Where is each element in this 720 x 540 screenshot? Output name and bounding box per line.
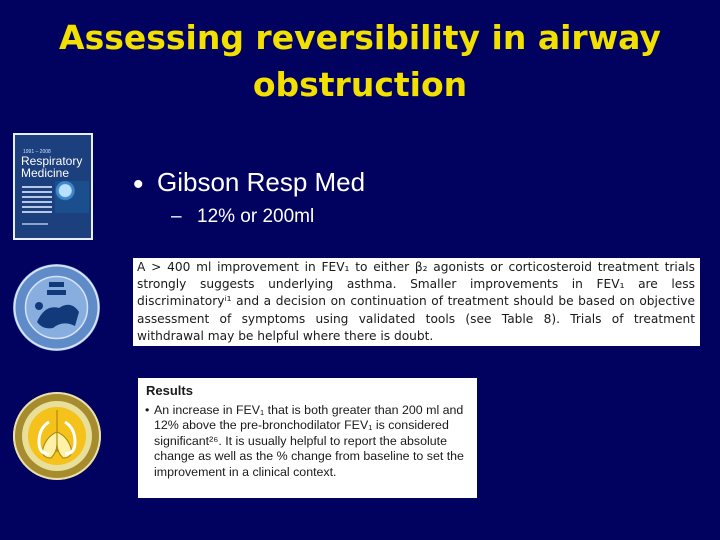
journal-cover-lines (22, 183, 52, 216)
slide-title: Assessing reversibility in airway obstruction (59, 18, 661, 104)
gold-seal-icon (13, 392, 101, 480)
guideline-excerpt (133, 258, 700, 346)
journal-cover-artwork (55, 181, 89, 213)
bullet-text: Gibson Resp Med (157, 167, 366, 197)
results-body-text: An increase in FEV₁ that is both greater than 200 ml and 12% above the pre-bronchodilator FEV₁ is considered significant²⁶. It is usually helpful to report the absolute change as well as the % change from baseline to set the improvement in a clinical context. (154, 403, 464, 479)
journal-cover-image (13, 133, 93, 240)
gold-initiative-logo (13, 392, 101, 480)
thoracic-society-seal-icon (13, 264, 100, 351)
journal-cover-title: Respiratory Medicine (21, 154, 83, 180)
results-body (146, 403, 467, 480)
guideline-text: A > 400 ml improvement in FEV₁ to either β₂ agonists or corticosteroid treatment trials strongly suggests underlying asthma. Smaller improvements in FEV₁ are less discriminatoryⁱ¹ and a decision on continuation of treatment should be based on objective assessment of symptoms using validated tools (see Table 8). Trials of treatment withdrawal may be helpful where there is doubt. (137, 260, 695, 343)
results-excerpt (138, 378, 477, 498)
results-heading: Results (146, 383, 193, 398)
bullet-dot-icon: • (133, 168, 144, 201)
results-bullet-icon: • (145, 403, 150, 417)
sub-bullet-text: 12% or 200ml (197, 206, 315, 227)
dash-icon: – (171, 206, 182, 227)
sub-bullet (171, 204, 314, 230)
journal-cover-dates: 1991 – 2008 (23, 149, 51, 155)
journal-cover-footer (22, 223, 48, 225)
thoracic-society-logo (13, 264, 100, 351)
